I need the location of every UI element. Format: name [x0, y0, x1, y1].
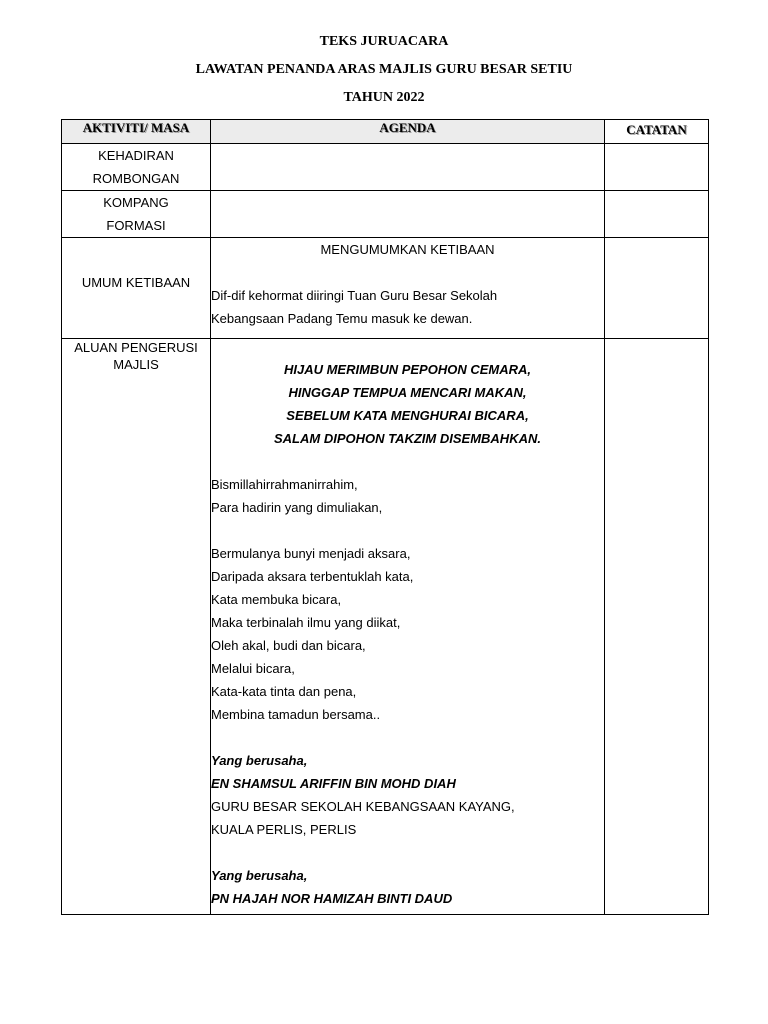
vip-location: KUALA PERLIS, PERLIS	[211, 822, 357, 837]
column-header-activity: AKTIVITI/ MASA	[62, 120, 211, 144]
activity-cell: KEHADIRAN ROMBONGAN	[62, 144, 211, 191]
activity-cell: UMUM KETIBAAN	[62, 238, 211, 339]
agenda-cell: MENGUMUMKAN KETIBAAN Dif-dif kehormat diiringi Tuan Guru Besar Sekolah Kebangsaan Padang Temu masuk ke dewan.	[211, 238, 605, 339]
activity-cell: ALUAN PENGERUSI MAJLIS	[62, 339, 211, 915]
table-row	[62, 191, 709, 238]
vip-salutation: Yang berusaha,	[211, 753, 308, 768]
document-subtitle: LAWATAN PENANDA ARAS MAJLIS GURU BESAR SETIU	[195, 62, 573, 77]
table-row	[62, 339, 709, 915]
document-year: TAHUN 2022	[343, 90, 425, 105]
pantun-line: SALAM DIPOHON TAKZIM DISEMBAHKAN.	[274, 431, 541, 446]
notes-cell	[605, 191, 709, 238]
column-header-notes: CATATAN	[605, 120, 709, 144]
activity-cell: KOMPANG FORMASI	[62, 191, 211, 238]
greeting-line: Bismillahirrahmanirrahim,	[211, 477, 358, 492]
notes-cell	[605, 238, 709, 339]
agenda-cell	[211, 339, 605, 915]
script-table	[61, 119, 709, 915]
pantun-line: HINGGAP TEMPUA MENCARI MAKAN,	[288, 385, 527, 400]
verse-line: Membina tamadun bersama..	[211, 707, 381, 722]
agenda-cell	[211, 191, 605, 238]
document-title: TEKS JURUACARA	[319, 34, 449, 49]
verse-line: Melalui bicara,	[211, 661, 295, 676]
column-header-agenda: AGENDA	[211, 120, 605, 144]
table-row	[62, 144, 709, 191]
verse-line: Maka terbinalah ilmu yang diikat,	[211, 615, 401, 630]
pantun-line: SEBELUM KATA MENGHURAI BICARA,	[286, 408, 529, 423]
vip-name: EN SHAMSUL ARIFFIN BIN MOHD DIAH	[211, 776, 456, 791]
verse-line: Bermulanya bunyi menjadi aksara,	[211, 546, 411, 561]
greeting-line: Para hadirin yang dimuliakan,	[211, 500, 383, 515]
verse-line: Oleh akal, budi dan bicara,	[211, 638, 366, 653]
verse-line: Kata membuka bicara,	[211, 592, 342, 607]
verse-line: Kata-kata tinta dan pena,	[211, 684, 357, 699]
notes-cell	[605, 339, 709, 915]
vip-salutation: Yang berusaha,	[211, 868, 308, 883]
agenda-heading: MENGUMUMKAN KETIBAAN	[320, 242, 495, 257]
table-row	[62, 238, 709, 339]
agenda-cell	[211, 144, 605, 191]
pantun-line: HIJAU MERIMBUN PEPOHON CEMARA,	[283, 362, 531, 377]
verse-line: Daripada aksara terbentuklah kata,	[211, 569, 414, 584]
table-header-row	[62, 120, 709, 144]
vip-name: PN HAJAH NOR HAMIZAH BINTI DAUD	[211, 891, 453, 906]
vip-position: GURU BESAR SEKOLAH KEBANGSAAN KAYANG,	[211, 799, 515, 814]
notes-cell	[605, 144, 709, 191]
